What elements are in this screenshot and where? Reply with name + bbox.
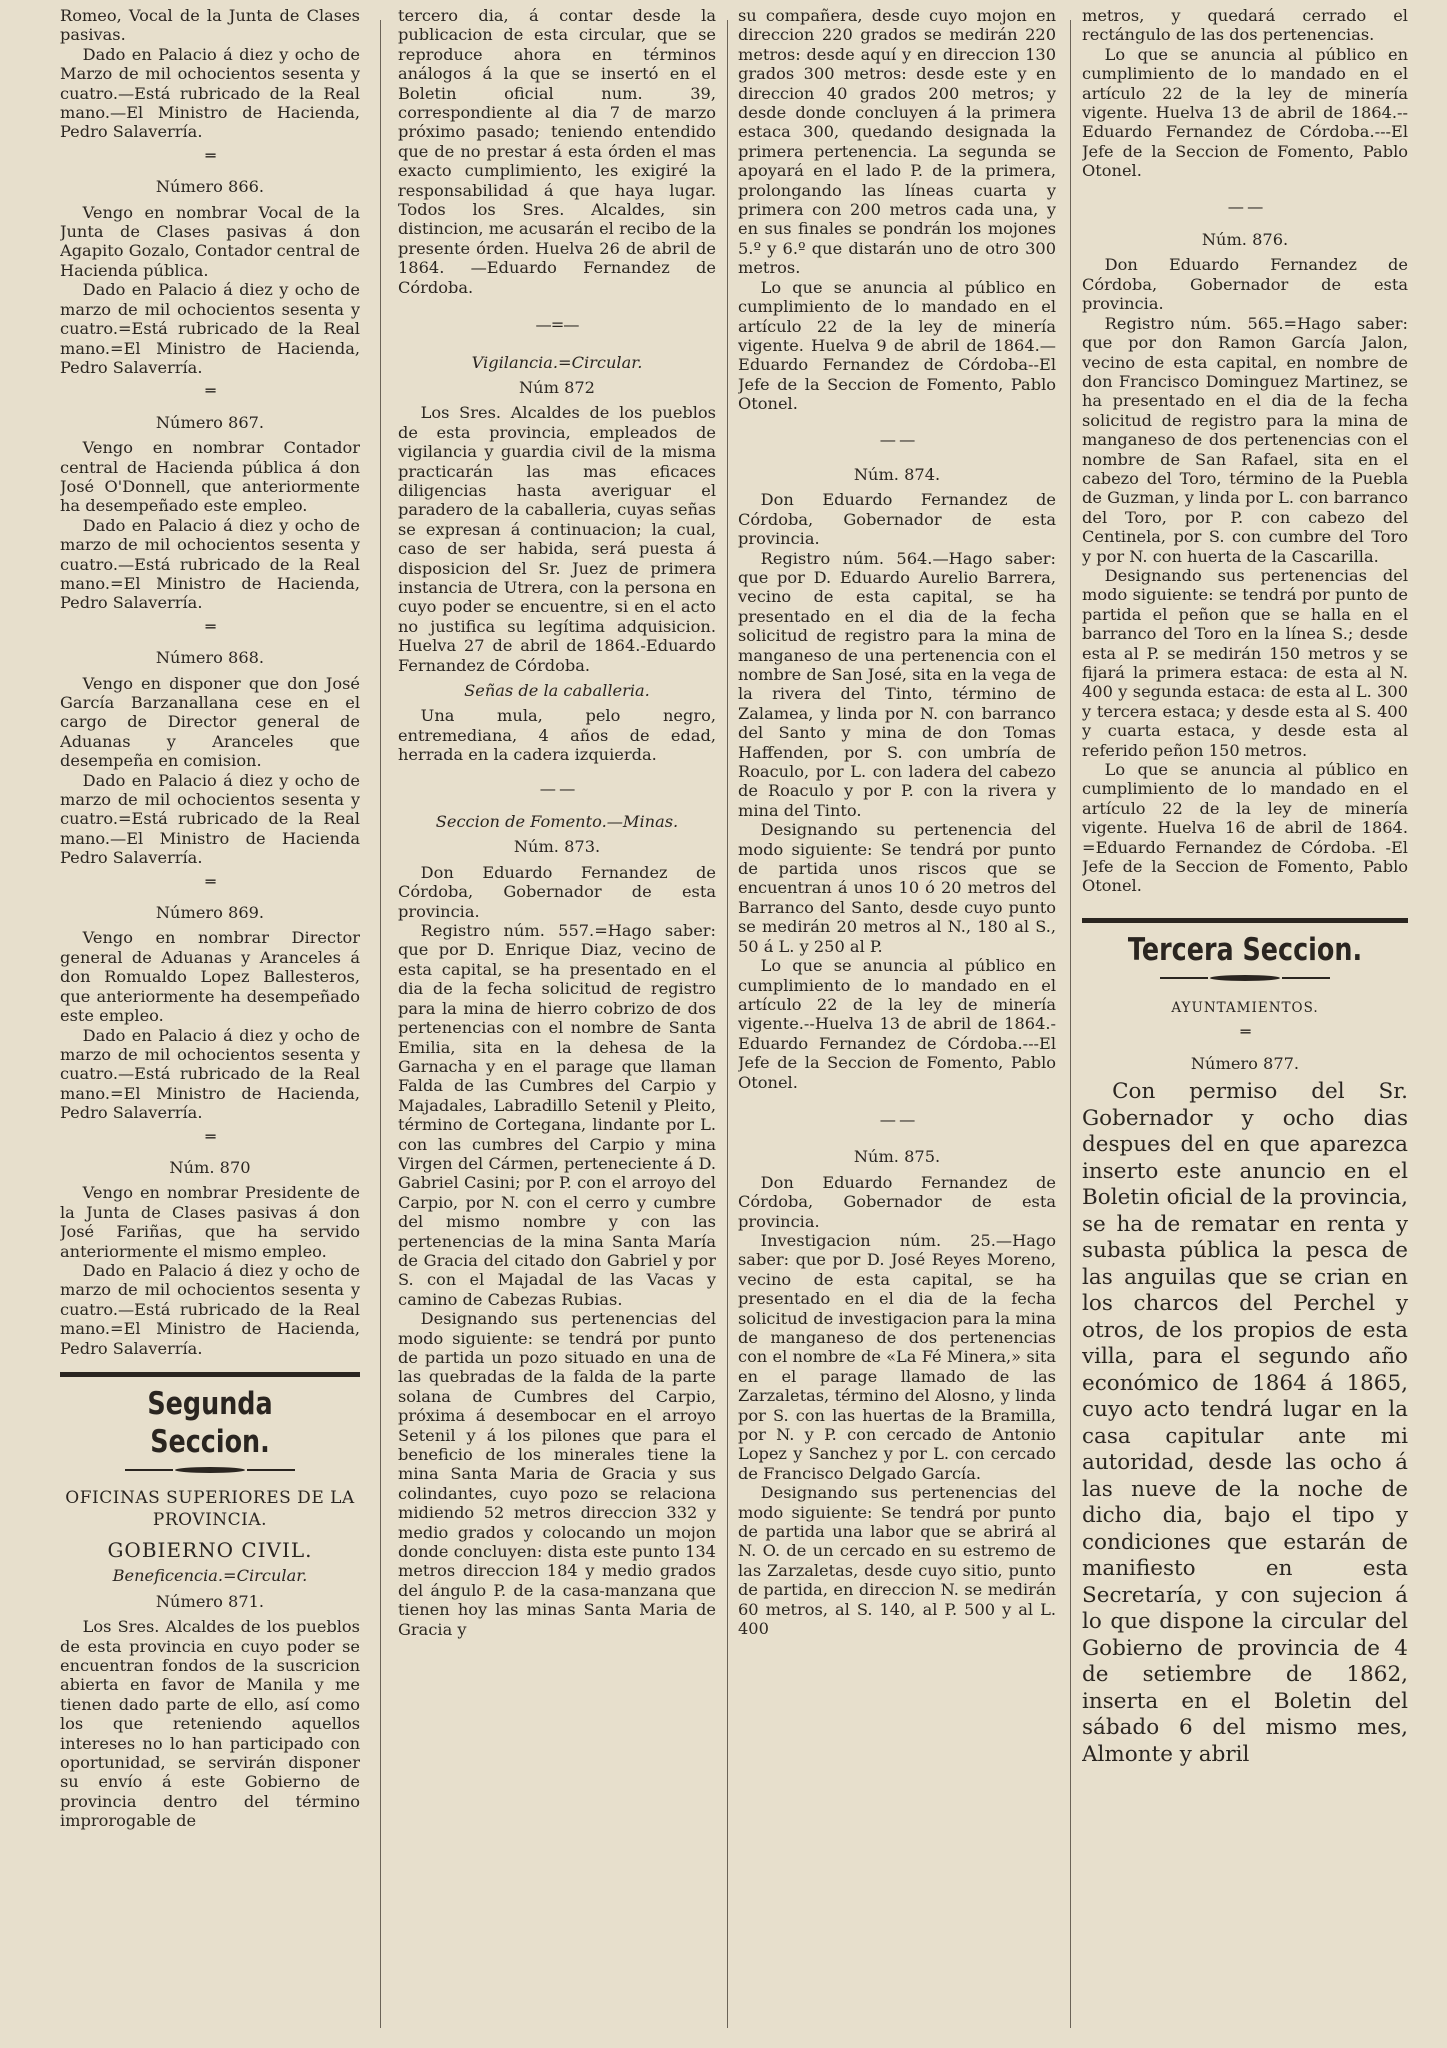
paragraph: Lo que se anuncia al público en cumplimiento de lo mandado en el artículo 22 de la ley de minería vigente. Huelva 13 de abril de 1864.--Eduardo Fernandez de Córdoba.---El Jefe de la Seccion de Fomento, Pablo Otonel. xyxy=(1082,44,1408,181)
paragraph: Los Sres. Alcaldes de los pueblos de esta provincia, empleados de vigilancia y guardia civil de la misma practicarán las mas eficaces diligencias hasta averiguar el paradero de la caballeria, cuyas señas se expresan á continuacion; la cual, caso de ser habida, será puesta á disposicion del Sr. Juez de primera instancia de Utrera, con la persona en cuyo poder se encuentre, si en el acto no justifica su legítima adquisicion. Huelva 27 de abril de 1864.-Eduardo Fernandez de Córdoba. xyxy=(398,403,716,675)
subsection-title: OFICINAS SUPERIORES DE LA PROVINCIA. xyxy=(65,1488,355,1530)
decree-number: Núm 872 xyxy=(519,377,595,397)
signature: Dado en Palacio á diez y ocho de marzo de mil ochocientos sesenta y cuatro.—Está rubricado de la Real mano.=El Ministro de Hacienda, Pedro Salaverría. xyxy=(60,515,360,613)
paragraph: Designando sus pertenencias del modo siguiente: Se tendrá por punto de partida una labor que se abrirá al N. O. de un cercado en su estremo de las Zarzaletas, desde cuyo sitio, punto de partida, en direccion N. se medirán 60 metros, al S. 140, al P. 500 y al L. 400 xyxy=(738,1483,1056,1639)
column-rule xyxy=(727,20,728,2028)
paragraph: Registro núm. 557.=Hago saber: que por D. Enrique Diaz, vecino de esta capital, se ha presentado en el dia de la fecha solicitud de registro para la mina de hierro cobrizo de dos pertenencias con el nombre de Santa Emilia, sita en la dehesa de la Garnacha y en el parage que llaman Falda de las Cumbres del Carpio y Majadales, Labradillo Setenil y Pleito, término de Cortegana, lindante por L. con las cumbres del Carpio y mina Virgen del Cármen, perteneciente á D. Gabriel Casini; por P. con el arroyo del Carpio, por N. con el cerro y cumbre del mismo nombre y con las pertenencias de la mina Santa María de Gracia del citado don Gabriel y por S. con el Majadal de las Vacas y camino de Cabezas Rubias. xyxy=(398,921,716,1309)
signature: Dado en Palacio á diez y ocho de marzo de mil ochocientos sesenta y cuatro.—Está rubricado de la Real mano.=El Ministro de Hacienda, Pedro Salaverría. xyxy=(60,1025,360,1123)
divider: ═ xyxy=(205,145,215,165)
ornament xyxy=(1082,975,1408,981)
paragraph: Don Eduardo Fernandez de Córdoba, Gobernador de esta provincia. xyxy=(738,490,1056,549)
paragraph: Designando sus pertenencias del modo siguiente: se tendrá por punto de partida el peñon que se halla en el barranco del Toro en la línea S.; desde esta al P. se medirán 150 metros y se fijará la primera estaca: de esta al N. 400 y segunda estaca: de esta al L. 300 y tercera estaca; y desde esta al S. 400 y cuarta estaca, y desde esta al referido peñon 150 metros. xyxy=(1082,565,1408,760)
paragraph: Registro núm. 564.—Hago saber: que por D. Eduardo Aurelio Barrera, vecino de esta capital, se ha presentado en el dia de la fecha solicitud de registro para la mina de manganeso de una pertenencia con el nombre de San José, sita en la vega de la rivera del Tinto, término de Zalamea, y linda por N. con barranco del Santo y mina de don Tomas Haffenden, por S. con umbría de Roaculo, por L. con ladera del cabezo de Roaculo y por P. con la rivera y mina del Tinto. xyxy=(738,548,1056,820)
decree-number: Número 877. xyxy=(1190,1053,1300,1073)
large-notice xyxy=(1082,1079,1408,1768)
paragraph: Vengo en nombrar Vocal de la Junta de Clases pasivas á don Agapito Gozalo, Contador central de Hacienda pública. xyxy=(60,202,360,280)
section-title: Segunda Seccion. xyxy=(147,1386,273,1460)
column-4 xyxy=(1082,6,1408,2044)
rubric: Señas de la caballeria. xyxy=(464,681,650,700)
rubric: Vigilancia.=Circular. xyxy=(471,352,643,372)
paragraph: Lo que se anuncia al público en cumplimiento de lo mandado en el artículo 22 de la ley de minería vigente.--Huelva 13 de abril de 1864.-Eduardo Fernandez de Córdoba.---El Jefe de la Seccion de Fomento, Pablo Otonel. xyxy=(738,956,1056,1092)
divider: — — xyxy=(539,778,575,798)
ornament xyxy=(60,1467,360,1473)
signature: Dado en Palacio á diez y ocho de marzo de mil ochocientos sesenta y cuatro.—Está rubricado de la Real mano.=El Ministro de Hacienda, Pedro Salaverría. xyxy=(60,1260,360,1358)
section-rule xyxy=(1082,918,1408,923)
decree-number: Núm. 874. xyxy=(853,464,941,484)
decree-number: Número 868. xyxy=(155,648,265,668)
section-rule xyxy=(60,1372,360,1377)
signature: Dado en Palacio á diez y ocho de marzo de mil ochocientos sesenta y cuatro.=Está rubricado de la Real mano.—El Ministro de Hacienda Pedro Salaverría. xyxy=(60,770,360,868)
paragraph: metros, y quedará cerrado el rectángulo de las dos pertenencias. xyxy=(1082,6,1408,45)
divider: — — xyxy=(879,1109,915,1129)
column-3 xyxy=(738,6,1056,2044)
paragraph: Lo que se anuncia al público en cumplimiento de lo mandado en el artículo 22 de la ley de minería vigente. Huelva 9 de abril de 1864.—Eduardo Fernandez de Córdoba--El Jefe de la Seccion de Fomento, Pablo Otonel. xyxy=(738,277,1056,414)
paragraph: Vengo en nombrar Presidente de la Junta de Clases pasivas á don José Fariñas, que ha servido anteriormente el mismo empleo. xyxy=(60,1183,360,1261)
divider: ═ xyxy=(1240,1022,1250,1042)
paragraph: Vengo en nombrar Director general de Aduanas y Aranceles á don Romualdo Lopez Ballesteros, que anteriormente ha desempeñado este empleo. xyxy=(60,928,360,1026)
paragraph: Investigacion núm. 25.—Hago saber: que por D. José Reyes Moreno, vecino de esta capital, se ha presentado en el dia de la fecha solicitud de investigacion para la mina de manganeso de dos pertenencias con el nombre de «La Fé Minera,» sita en el parage llamado de las Zarzaletas, término del Alosno, y linda por S. con las huertas de la Bramilla, por N. y P. con cercado de Antonio Lopez y Sanchez y por L. con cercado de Francisco Delgado García. xyxy=(738,1230,1056,1483)
paragraph: Con permiso del Sr. Gobernador y ocho dias despues del en que aparezca inserto este anuncio en el Boletin oficial de la provincia, se ha de rematar en renta y subasta pública la pesca de las anguilas que se crian en los charcos del Perchel y otros, de los propios de esta villa, para el segundo año económico de 1864 á 1865, cuyo acto tendrá lugar en la casa capitular ante mi autoridad, desde las ocho á las nueve de la noche de dicho dia, bajo el tipo y condiciones que estarán de manifiesto en esta Secretaría, y con sujecion á lo que dispone la circular del Gobierno de provincia de 4 de setiembre de 1862, inserta en el Boletin del sábado 6 del mismo mes, Almonte y abril xyxy=(1082,1079,1408,1767)
decree-number: Núm. 875. xyxy=(853,1147,941,1167)
column-rule xyxy=(380,20,381,2028)
rubric: Beneficencia.=Circular. xyxy=(112,1566,308,1586)
divider: ═ xyxy=(205,1126,215,1146)
decree-number: Número 866. xyxy=(155,177,265,197)
column-2 xyxy=(398,6,716,2044)
signature: Dado en Palacio á diez y ocho de marzo de mil ochocientos sesenta y cuatro.=Está rubricado de la Real mano.=El Ministro de Hacienda, Pedro Salaverría. xyxy=(60,280,360,377)
rubric: Seccion de Fomento.—Minas. xyxy=(435,812,679,832)
paragraph: Registro núm. 565.=Hago saber: que por don Ramon García Jalon, vecino de esta capital, en nombre de don Francisco Dominguez Martinez, se ha presentado en el dia de la fecha solicitud de registro para la mina de manganeso de dos pertenencias con el nombre de San Rafael, sita en el cabezo del Toro, término de la Puebla de Guzman, y linda por L. con barranco del Toro, por P. con cabezo del Centinela, por S. con cumbre del Toro y por N. con huerta de la Cascarilla. xyxy=(1082,313,1408,566)
column-rule xyxy=(1070,20,1071,2028)
decree-number: Número 871. xyxy=(155,1591,265,1611)
signature: Dado en Palacio á diez y ocho de Marzo de mil ochocientos sesenta y cuatro.—Está rubricado de la Real mano.—El Ministro de Hacienda, Pedro Salaverría. xyxy=(60,44,360,142)
section-title: Tercera Seccion. xyxy=(1127,931,1363,968)
paragraph: Don Eduardo Fernandez de Córdoba, Gobernador de esta provincia. xyxy=(738,1172,1056,1231)
divider: ═ xyxy=(205,616,215,636)
paragraph: su compañera, desde cuyo mojon en direccion 220 grados se medirán 220 metros: desde aquí y en direccion 130 grados 300 metros: desde este y en direccion 40 grados 200 metros; y desde donde concluyen á la primera estaca 300, quedando designada la primera pertenencia. La segunda se apoyará en el lado P. de la primera, prolongando las líneas cuarta y primera con 200 metros cada una, y en sus finales se pondrán los mojones 5.º y 6.º que distarán uno de otro 300 metros. xyxy=(738,6,1056,278)
paragraph: Vengo en nombrar Contador central de Hacienda pública á don José O'Donnell, que anteriormente ha desempeñado este empleo. xyxy=(60,438,360,516)
column-1 xyxy=(60,6,360,2044)
paragraph: Lo que se anuncia al público en cumplimiento de lo mandado en el artículo 22 de la ley de minería vigente. Huelva 16 de abril de 1864. =Eduardo Fernandez de Córdoba. -El Jefe de la Seccion de Fomento, Pablo Otonel. xyxy=(1082,760,1408,896)
paragraph: Los Sres. Alcaldes de los pueblos de esta provincia en cuyo poder se encuentran fondos de la suscricion abierta en favor de Manila y me tienen dado parte de ello, así como los que reteniendo aquellos intereses no lo han participado con oportunidad, se servirán disponer su envío á este Gobierno de provincia dentro del término improrogable de xyxy=(60,1617,360,1831)
decree-number: Núm. 870 xyxy=(169,1157,251,1177)
paragraph: Designando su pertenencia del modo siguiente: Se tendrá por punto de partida unos riscos que se encuentran á unos 10 ó 20 metros del Barranco del Santo, desde cuyo punto se medirán 20 metros al N., 180 al S., 50 á L. y 250 al P. xyxy=(738,820,1056,956)
paragraph: Don Eduardo Fernandez de Córdoba, Gobernador de esta provincia. xyxy=(1082,255,1408,314)
divider: — — xyxy=(879,429,915,449)
decree-number: Número 869. xyxy=(155,903,265,923)
subsection-title: AYUNTAMIENTOS. xyxy=(1171,999,1319,1016)
decree-number: Núm. 876. xyxy=(1201,230,1289,250)
divider: ═ xyxy=(205,871,215,891)
paragraph: Don Eduardo Fernandez de Córdoba, Gobernador de esta provincia. xyxy=(398,862,716,921)
divider: — — xyxy=(1227,196,1263,216)
paragraph: Designando sus pertenencias del modo siguiente: se tendrá por punto de partida un pozo situado en una de las quebradas de la falda de la parte solana de Cumbres del Carpio, próxima á desembocar en el arroyo Setenil y á los pilones que para el beneficio de los minerales tiene la mina Santa Maria de Gracia y sus colindantes, cuyo pozo se relaciona midiendo 52 metros direccion 332 y medio grados y colocando un mojon donde concluyen: dista este punto 134 metros direccion 184 y medio grados del ángulo P. de la casa-manzana que tienen hoy las minas Santa Maria de Gracia y xyxy=(398,1309,716,1639)
paragraph: tercero dia, á contar desde la publicacion de esta circular, que se reproduce ahora en términos análogos á la que se insertó en el Boletin oficial num. 39, correspondiente al dia 7 de marzo próximo pasado; teniendo entendido que de no prestar á esta órden el mas exacto cumplimiento, les exigiré la responsabilidad á que haya lugar. Todos los Sres. Alcaldes, sin distincion, me acusarán el recibo de la presente órden. Huelva 26 de abril de 1864. —Eduardo Fernandez de Córdoba. xyxy=(398,6,716,297)
divider: —=— xyxy=(535,315,579,335)
decree-number: Número 867. xyxy=(155,412,265,432)
paragraph: Una mula, pelo negro, entremediana, 4 años de edad, herrada en la cadera izquierda. xyxy=(398,706,716,765)
divider: ═ xyxy=(205,381,215,401)
paragraph: Romeo, Vocal de la Junta de Clases pasivas. xyxy=(60,6,360,45)
decree-number: Núm. 873. xyxy=(513,837,601,857)
paragraph: Vengo en disponer que don José García Barzanallana cese en el cargo de Director general de Aduanas y Aranceles que desempeña en comision. xyxy=(60,673,360,771)
subsection-title: GOBIERNO CIVIL. xyxy=(107,1538,313,1562)
